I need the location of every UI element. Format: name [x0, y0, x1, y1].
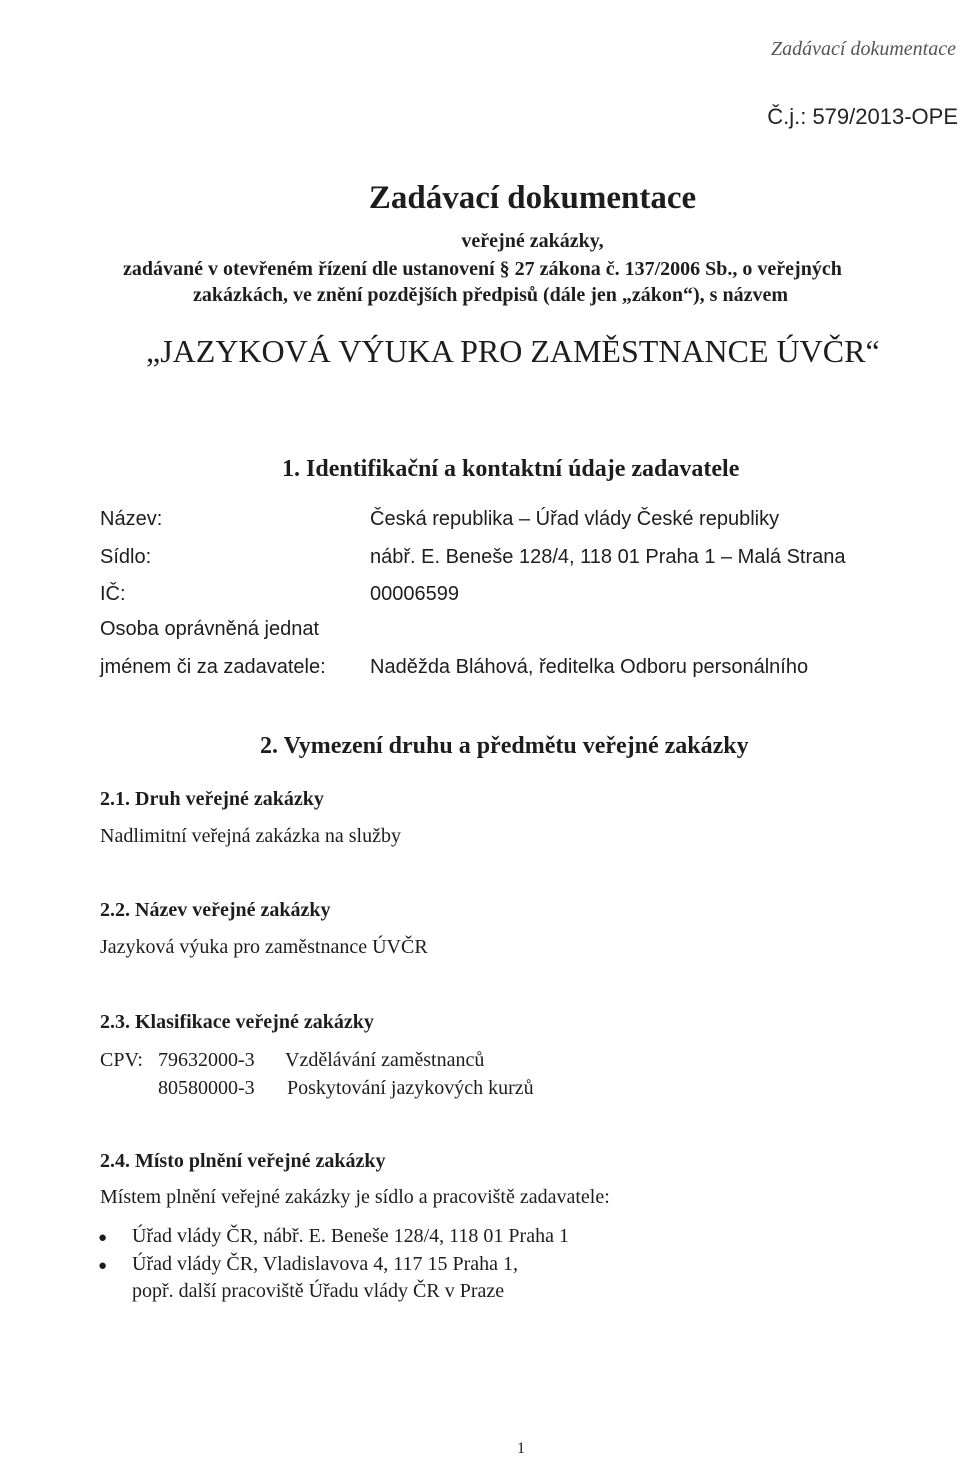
section-2-2-text: Jazyková výuka pro zaměstnance ÚVČR [100, 936, 428, 958]
cpv-code: 80580000-3 [158, 1077, 255, 1099]
seat-value: nábř. E. Beneše 128/4, 118 01 Praha 1 – Malá Strana [370, 546, 846, 568]
bullet-item: Úřad vlády ČR, nábř. E. Beneše 128/4, 118 01 Praha 1 [132, 1225, 569, 1247]
name-value: Česká republika – Úřad vlády České republiky [370, 508, 780, 530]
bullet-item: Úřad vlády ČR, Vladislavova 4, 117 15 Praha 1, [132, 1253, 519, 1275]
section-2-heading: 2. Vymezení druhu a předmětu veřejné zakázky [260, 733, 749, 759]
person-value: Naděžda Bláhová, ředitelka Odboru personálního [370, 656, 809, 678]
cpv-description: Poskytování jazykových kurzů [287, 1077, 534, 1099]
document-title: Zadávací dokumentace [368, 180, 697, 216]
header-note: Zadávací dokumentace [771, 38, 956, 60]
section-2-1-heading: 2.1. Druh veřejné zakázky [100, 788, 324, 810]
seat-label: Sídlo: [100, 546, 152, 568]
section-1-heading: 1. Identifikační a kontaktní údaje zadavatele [282, 456, 740, 482]
section-2-2-heading: 2.2. Název veřejné zakázky [100, 899, 331, 921]
person-label-line-2: jménem či za zadavatele: [100, 656, 326, 678]
subtitle-line-2: zadávané v otevřeném řízení dle ustanovení § 27 zákona č. 137/2006 Sb., o veřejných [123, 258, 842, 280]
bullet-dot: ● [98, 1230, 108, 1246]
reference-number: Č.j.: 579/2013-OPE [767, 104, 958, 129]
person-label-line-1: Osoba oprávněná jednat [100, 618, 320, 640]
bullet-dot: ● [98, 1258, 108, 1274]
project-name: „JAZYKOVÁ VÝUKA PRO ZAMĚSTNANCE ÚVČR“ [146, 333, 880, 369]
cpv-description: Vzdělávání zaměstnanců [285, 1049, 485, 1071]
section-2-4-heading: 2.4. Místo plnění veřejné zakázky [100, 1150, 386, 1172]
bullet-continuation: popř. další pracoviště Úřadu vlády ČR v Praze [132, 1280, 505, 1302]
section-2-4-text: Místem plnění veřejné zakázky je sídlo a pracoviště zadavatele: [100, 1186, 610, 1208]
ic-label: IČ: [100, 583, 126, 605]
cpv-label: CPV: [100, 1049, 143, 1071]
ic-value: 00006599 [370, 583, 459, 605]
subtitle-line-1: veřejné zakázky, [461, 230, 604, 252]
name-label: Název: [100, 508, 163, 530]
section-2-1-text: Nadlimitní veřejná zakázka na služby [100, 825, 401, 847]
subtitle-line-3: zakázkách, ve znění pozdějších předpisů (dále jen „zákon“), s názvem [193, 284, 788, 306]
section-2-3-heading: 2.3. Klasifikace veřejné zakázky [100, 1011, 374, 1033]
page-number: 1 [517, 1440, 525, 1457]
cpv-code: 79632000-3 [158, 1049, 255, 1071]
